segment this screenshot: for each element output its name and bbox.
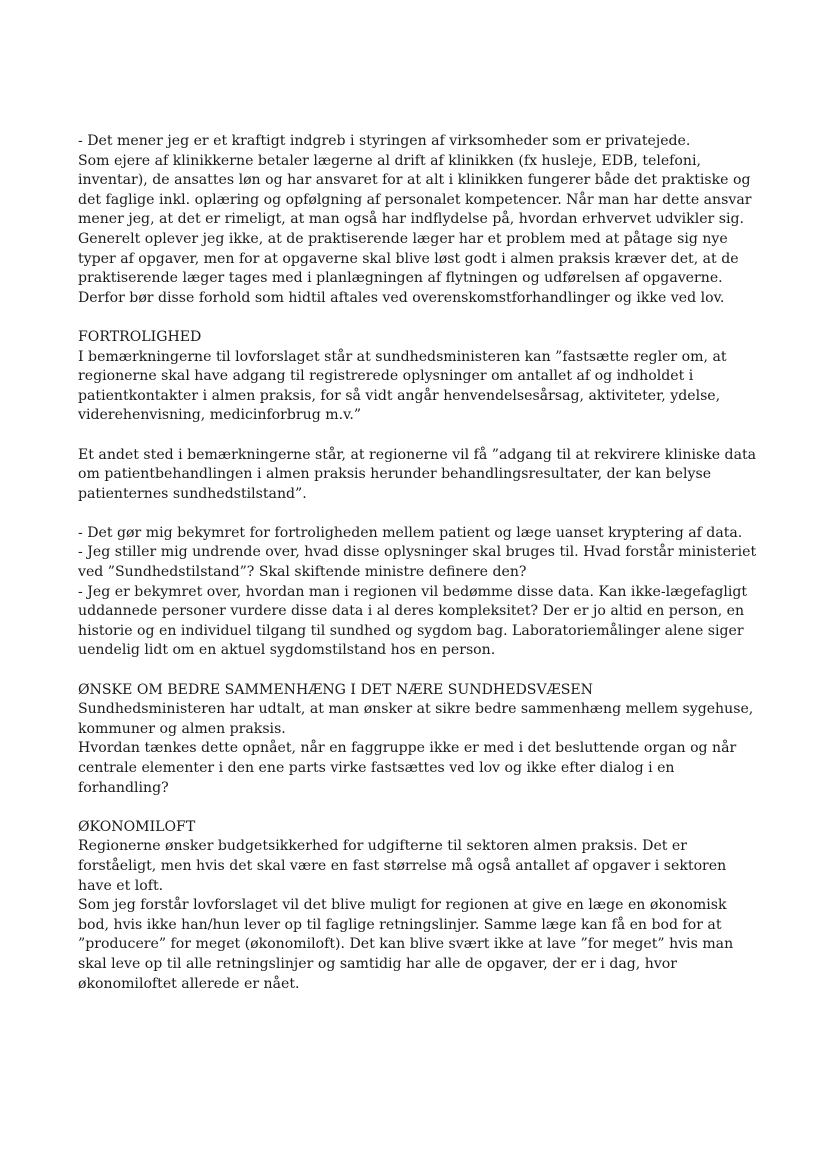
text-line: ”producere” for meget (økonomiloft). Det kan blive svært ikke at lave ”for meget” hvis man (78, 936, 734, 953)
paragraph-kliniske-data (78, 446, 758, 505)
paragraph-intro (78, 132, 758, 308)
text-line: centrale elementer i den ene parts virke fastsættes ved lov og ikke efter dialog i en (78, 760, 675, 776)
text-line: Derfor bør disse forhold som hidtil aftales ved overenskomstforhandlinger og ikke ved lov. (78, 289, 725, 306)
text-line: forståeligt, men hvis det skal være en fast størrelse må også antallet af opgaver i sektoren (78, 857, 727, 874)
text-line: Regionerne ønsker budgetsikkerhed for udgifterne til sektoren almen praksis. Det er (78, 838, 688, 855)
text-line: Et andet sted i bemærkningerne står, at regionerne vil få ”adgang til at rekvirere kliniske data (78, 446, 757, 463)
text-line: typer af opgaver, men for at opgaverne skal blive løst godt i almen praksis kræver det, at de (78, 250, 739, 267)
paragraph-gap (78, 308, 758, 328)
text-line: Som jeg forstår lovforslaget vil det blive muligt for regionen at give en læge en økonomisk (78, 897, 727, 914)
paragraph-gap (78, 798, 758, 818)
text-line: patientkontakter i almen praksis, for så vidt angår henvendelsesårsag, aktiviteter, ydelse, (78, 387, 721, 404)
text-line: Som ejere af klinikkerne betaler lægerne al drift af klinikken (fx husleje, EDB, telefoni, (78, 152, 701, 169)
text-line: - Jeg stiller mig undrende over, hvad disse oplysninger skal bruges til. Hvad forstår ministeriet (78, 544, 757, 561)
text-line: - Det gør mig bekymret for fortroligheden mellem patient og læge uanset kryptering af data. (78, 524, 743, 541)
text-line: ved ”Sundhedstilstand”? Skal skiftende ministre definere den? (78, 564, 527, 581)
text-line: skal leve op til alle retningslinjer og samtidig har alle de opgaver, der er i dag, hvor (78, 955, 677, 972)
text-line: praktiserende læger tages med i planlægningen af flytningen og udførelsen af opgaverne. (78, 270, 723, 287)
text-line: - Jeg er bekymret over, hvordan man i regionen vil bedømme disse data. Kan ikke-lægefagligt (78, 583, 748, 600)
text-line: Sundhedsministeren har udtalt, at man ønsker at sikre bedre sammenhæng mellem sygehuse, (78, 701, 754, 718)
paragraph-gap (78, 426, 758, 446)
section-heading: ØKONOMILOFT (78, 818, 196, 835)
text-line: om patientbehandlingen i almen praksis herunder behandlingsresultater, der kan belyse (78, 466, 712, 483)
text-line: uendelig lidt om en aktuel sygdomstilstand hos en person. (78, 642, 496, 659)
paragraph-gap (78, 661, 758, 681)
text-line: I bemærkningerne til lovforslaget står at sundhedsministeren kan ”fastsætte regler om, at (78, 348, 727, 365)
paragraph-gap (78, 504, 758, 524)
text-line: have et loft. (78, 877, 164, 894)
document-body (78, 132, 758, 994)
section-heading: FORTROLIGHED (78, 328, 202, 345)
section-fortrolighed (78, 328, 758, 426)
text-line: mener jeg, at det er rimeligt, at man også har indflydelse på, hvordan erhvervet udvikler sig. (78, 211, 745, 228)
text-line: kommuner og almen praksis. (78, 720, 286, 737)
section-sammenhaeng (78, 681, 758, 799)
text-line: økonomiloftet allerede er nået. (78, 975, 300, 992)
text-line: - Det mener jeg er et kraftigt indgreb i styringen af virksomheder som er privatejede. (78, 133, 691, 149)
text-line: historie og en individuel tilgang til sundhed og sygdom bag. Laboratoriemålinger alene siger (78, 622, 744, 639)
text-line: regionerne skal have adgang til registrerede oplysninger om antallet af og indholdet i (78, 368, 694, 385)
section-oekonomiloft (78, 818, 758, 994)
text-line: Generelt oplever jeg ikke, at de praktiserende læger har et problem med at påtage sig nye (78, 230, 728, 247)
section-heading: ØNSKE OM BEDRE SAMMENHÆNG I DET NÆRE SUNDHEDSVÆSEN (78, 681, 594, 698)
text-line: Hvordan tænkes dette opnået, når en faggruppe ikke er med i det besluttende organ og når (78, 740, 737, 757)
text-line: patienternes sundhedstilstand”. (78, 485, 307, 502)
text-line: det faglige inkl. oplæring og opfølgning af personalet kompetencer. Når man har dette ansvar (78, 191, 752, 208)
text-line: uddannede personer vurdere disse data i al deres kompleksitet? Der er jo altid en person, en (78, 603, 745, 620)
text-line: viderehenvisning, medicinforbrug m.v.” (78, 407, 362, 424)
text-line: inventar), de ansattes løn og har ansvaret for at alt i klinikken fungerer både det praktiske og (78, 172, 751, 189)
text-line: forhandling? (78, 779, 169, 796)
text-line: bod, hvis ikke han/hun lever op til faglige retningslinjer. Samme læge kan få en bod for at (78, 916, 722, 933)
paragraph-concerns (78, 524, 758, 661)
